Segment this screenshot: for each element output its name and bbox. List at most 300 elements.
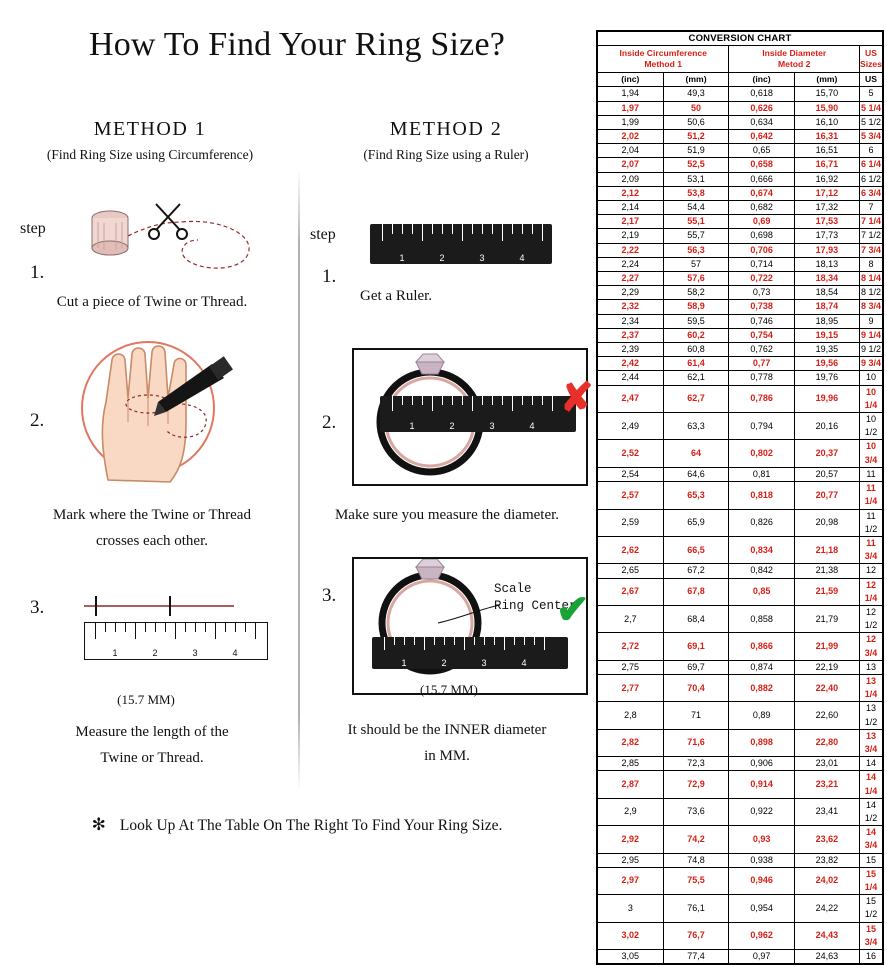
chart-group-header-diameter (729, 46, 860, 73)
method-2-step-3-caption-line1: It should be the INNER diameter (347, 722, 547, 738)
scale-label-line1: Scale (494, 582, 532, 596)
table-cell: 2,39 (598, 343, 664, 357)
table-cell: 2,42 (598, 357, 664, 371)
method-2-ruler-number: 2 (449, 421, 455, 431)
method-2-subheading: (Find Ring Size using a Ruler) (363, 147, 529, 162)
table-row (598, 729, 883, 756)
table-cell: 66,5 (663, 536, 729, 563)
table-cell: 72,9 (663, 771, 729, 798)
table-cell: 9 (859, 314, 882, 328)
chart-group-header-circumference (598, 46, 729, 73)
table-cell: 2,9 (598, 798, 664, 825)
table-cell: 2,12 (598, 186, 664, 200)
unit-header-inc-2: (inc) (729, 73, 794, 87)
table-cell: 9 1/4 (859, 328, 882, 342)
table-row (598, 328, 883, 342)
table-cell: 68,4 (663, 605, 729, 632)
conversion-table-body (598, 87, 883, 964)
table-cell: 0,898 (729, 729, 794, 756)
table-row (598, 605, 883, 632)
table-cell: 2,07 (598, 158, 664, 172)
table-cell: 6 1/2 (859, 172, 882, 186)
table-cell: 16 (859, 950, 882, 964)
table-cell: 10 (859, 371, 882, 385)
table-cell: 75,5 (663, 867, 729, 894)
table-cell: 2,82 (598, 729, 664, 756)
table-cell: 7 3/4 (859, 243, 882, 257)
table-row (598, 87, 883, 101)
table-cell: 11 1/4 (859, 482, 882, 509)
table-cell: 0,946 (729, 867, 794, 894)
method-1-step-1-number: 1. (30, 262, 45, 283)
table-cell: 76,1 (663, 895, 729, 922)
table-cell: 3 (598, 895, 664, 922)
method-2-ruler-number: 4 (529, 421, 535, 431)
footnote (0, 815, 594, 835)
footnote-text: Look Up At The Table On The Right To Find Your Ring Size. (119, 817, 503, 834)
table-cell: 0,618 (729, 87, 794, 101)
table-cell: 2,8 (598, 702, 664, 729)
twine-spool-illustration (78, 196, 288, 286)
table-cell: 23,62 (794, 826, 859, 853)
table-cell: 0,762 (729, 343, 794, 357)
method-2-step-1-caption: Get a Ruler. (360, 288, 433, 304)
table-row (598, 158, 883, 172)
table-cell: 10 1/2 (859, 413, 882, 440)
table-cell: 49,3 (663, 87, 729, 101)
table-cell: 2,54 (598, 467, 664, 481)
table-row (598, 413, 883, 440)
method-2-ruler (370, 224, 552, 264)
chart-title: CONVERSION CHART (598, 32, 883, 46)
table-cell: 76,7 (663, 922, 729, 949)
table-cell: 20,16 (794, 413, 859, 440)
table-cell: 18,34 (794, 272, 859, 286)
table-cell: 15 1/4 (859, 867, 882, 894)
table-cell: 0,722 (729, 272, 794, 286)
method-1-step-3-number: 3. (30, 597, 45, 618)
table-cell: 19,56 (794, 357, 859, 371)
table-cell: 0,626 (729, 101, 794, 115)
table-cell: 71,6 (663, 729, 729, 756)
table-cell: 0,818 (729, 482, 794, 509)
table-cell: 0,882 (729, 674, 794, 701)
table-cell: 11 (859, 467, 882, 481)
table-cell: 2,44 (598, 371, 664, 385)
table-row (598, 922, 883, 949)
table-row (598, 286, 883, 300)
table-cell: 0,81 (729, 467, 794, 481)
chart-unit-header-row (598, 73, 883, 87)
table-cell: 2,32 (598, 300, 664, 314)
table-cell: 22,80 (794, 729, 859, 756)
table-row (598, 186, 883, 200)
table-cell: 7 (859, 201, 882, 215)
table-cell: 0,65 (729, 144, 794, 158)
table-row (598, 674, 883, 701)
table-cell: 55,1 (663, 215, 729, 229)
table-cell: 0,634 (729, 115, 794, 129)
method-2-step-2-number: 2. (322, 412, 337, 433)
table-cell: 20,57 (794, 467, 859, 481)
table-row (598, 826, 883, 853)
table-cell: 16,51 (794, 144, 859, 158)
table-cell: 21,59 (794, 578, 859, 605)
table-cell: 24,63 (794, 950, 859, 964)
table-row (598, 757, 883, 771)
table-cell: 57,6 (663, 272, 729, 286)
table-cell: 77,4 (663, 950, 729, 964)
table-row (598, 482, 883, 509)
table-row (598, 509, 883, 536)
table-cell: 0,698 (729, 229, 794, 243)
table-row (598, 201, 883, 215)
method-1-step-2-caption-line2: crosses each other. (95, 533, 209, 549)
table-cell: 18,13 (794, 257, 859, 271)
method-2-step-1-number: 1. (322, 266, 337, 287)
table-cell: 0,842 (729, 564, 794, 578)
method-2-ruler-number: 3 (481, 658, 487, 668)
table-cell: 58,9 (663, 300, 729, 314)
table-cell: 12 1/2 (859, 605, 882, 632)
table-row (598, 578, 883, 605)
table-cell: 3,05 (598, 950, 664, 964)
table-cell: 2,37 (598, 328, 664, 342)
table-cell: 50 (663, 101, 729, 115)
table-cell: 23,01 (794, 757, 859, 771)
method-1-ruler (84, 622, 268, 660)
table-cell: 17,93 (794, 243, 859, 257)
table-cell: 2,49 (598, 413, 664, 440)
table-cell: 24,02 (794, 867, 859, 894)
table-cell: 6 (859, 144, 882, 158)
table-cell: 64,6 (663, 467, 729, 481)
table-cell: 0,93 (729, 826, 794, 853)
table-cell: 2,22 (598, 243, 664, 257)
table-cell: 2,02 (598, 130, 664, 144)
table-cell: 2,7 (598, 605, 664, 632)
table-cell: 24,22 (794, 895, 859, 922)
conversion-chart (596, 30, 884, 965)
cross-mark-icon: ✘ (560, 376, 594, 420)
method-2-ruler-number: 1 (399, 253, 405, 263)
table-cell: 53,8 (663, 186, 729, 200)
table-cell: 0,794 (729, 413, 794, 440)
table-cell: 54,4 (663, 201, 729, 215)
table-row (598, 564, 883, 578)
table-cell: 0,826 (729, 509, 794, 536)
table-cell: 13 3/4 (859, 729, 882, 756)
table-cell: 0,906 (729, 757, 794, 771)
method-2-step-3-caption-line2: in MM. (424, 748, 470, 764)
table-row (598, 371, 883, 385)
table-row (598, 172, 883, 186)
method-1-step-2-caption-line1: Mark where the Twine or Thread (53, 507, 251, 523)
table-cell: 12 3/4 (859, 633, 882, 660)
table-cell: 2,17 (598, 215, 664, 229)
table-row (598, 314, 883, 328)
table-cell: 2,87 (598, 771, 664, 798)
table-cell: 23,21 (794, 771, 859, 798)
table-cell: 69,7 (663, 660, 729, 674)
method-2-step-3-number: 3. (322, 585, 337, 606)
method-1-ruler-number: 4 (232, 648, 238, 658)
method-2-step-2-ruler (380, 396, 576, 432)
table-cell: 2,67 (598, 578, 664, 605)
unit-header-mm-2: (mm) (794, 73, 859, 87)
method-1-ruler-number: 3 (192, 648, 198, 658)
table-cell: 2,75 (598, 660, 664, 674)
method-1-step-1-caption: Cut a piece of Twine or Thread. (56, 294, 248, 310)
table-cell: 18,74 (794, 300, 859, 314)
table-cell: 13 1/4 (859, 674, 882, 701)
table-cell: 0,914 (729, 771, 794, 798)
table-row (598, 867, 883, 894)
unit-header-mm-1: (mm) (663, 73, 729, 87)
table-cell: 2,65 (598, 564, 664, 578)
group-sub: Method 1 (644, 59, 683, 70)
table-cell: 12 (859, 564, 882, 578)
method-2-heading: METHOD 2 (389, 118, 503, 140)
table-cell: 0,858 (729, 605, 794, 632)
table-cell: 10 3/4 (859, 440, 882, 467)
method-2-ruler-number: 1 (409, 421, 415, 431)
table-cell: 6 3/4 (859, 186, 882, 200)
table-cell: 1,94 (598, 87, 664, 101)
table-row (598, 771, 883, 798)
table-cell: 0,802 (729, 440, 794, 467)
table-cell: 0,778 (729, 371, 794, 385)
table-row (598, 115, 883, 129)
table-cell: 67,8 (663, 578, 729, 605)
table-cell: 0,714 (729, 257, 794, 271)
table-cell: 14 1/4 (859, 771, 882, 798)
table-row (598, 215, 883, 229)
table-cell: 21,79 (794, 605, 859, 632)
table-cell: 55,7 (663, 229, 729, 243)
table-cell: 23,82 (794, 853, 859, 867)
table-cell: 58,2 (663, 286, 729, 300)
table-cell: 8 1/2 (859, 286, 882, 300)
table-cell: 2,29 (598, 286, 664, 300)
method-1-column (4, 118, 296, 163)
table-cell: 19,96 (794, 385, 859, 412)
table-row (598, 243, 883, 257)
table-cell: 56,3 (663, 243, 729, 257)
table-cell: 2,47 (598, 385, 664, 412)
hand-illustration (62, 330, 274, 490)
method-1-step-3-caption-line1: Measure the length of the (75, 724, 229, 740)
table-cell: 17,53 (794, 215, 859, 229)
table-row (598, 467, 883, 481)
table-cell: 22,60 (794, 702, 859, 729)
table-cell: 0,834 (729, 536, 794, 563)
table-cell: 11 3/4 (859, 536, 882, 563)
table-cell: 3,02 (598, 922, 664, 949)
table-cell: 2,59 (598, 509, 664, 536)
table-cell: 62,1 (663, 371, 729, 385)
scale-label-line2: Ring Center (494, 598, 577, 613)
table-cell: 0,77 (729, 357, 794, 371)
table-cell: 74,8 (663, 853, 729, 867)
method-1-heading: METHOD 1 (93, 118, 207, 140)
table-cell: 72,3 (663, 757, 729, 771)
table-cell: 0,866 (729, 633, 794, 660)
page-title: How To Find Your Ring Size? (88, 26, 506, 63)
table-cell: 16,71 (794, 158, 859, 172)
group-sub: Metod 2 (778, 59, 811, 70)
table-cell: 50,6 (663, 115, 729, 129)
table-cell: 14 3/4 (859, 826, 882, 853)
table-cell: 24,43 (794, 922, 859, 949)
table-cell: 62,7 (663, 385, 729, 412)
table-cell: 2,72 (598, 633, 664, 660)
table-cell: 64 (663, 440, 729, 467)
method-1-subheading: (Find Ring Size using Circumference) (46, 147, 254, 162)
table-cell: 0,754 (729, 328, 794, 342)
table-cell: 2,52 (598, 440, 664, 467)
table-cell: 17,73 (794, 229, 859, 243)
table-row (598, 440, 883, 467)
table-cell: 15 (859, 853, 882, 867)
table-row (598, 357, 883, 371)
table-cell: 59,5 (663, 314, 729, 328)
table-cell: 19,35 (794, 343, 859, 357)
table-cell: 0,658 (729, 158, 794, 172)
method-1-measurement-label: (15.7 MM) (117, 692, 175, 707)
check-mark-icon: ✔ (556, 588, 590, 632)
table-cell: 9 1/2 (859, 343, 882, 357)
method-2-step-3-diagram (352, 557, 588, 695)
table-cell: 9 3/4 (859, 357, 882, 371)
table-cell: 2,95 (598, 853, 664, 867)
table-cell: 0,874 (729, 660, 794, 674)
table-cell: 8 3/4 (859, 300, 882, 314)
table-cell: 5 (859, 87, 882, 101)
table-row (598, 895, 883, 922)
table-cell: 53,1 (663, 172, 729, 186)
table-cell: 0,97 (729, 950, 794, 964)
table-cell: 51,9 (663, 144, 729, 158)
table-cell: 12 1/4 (859, 578, 882, 605)
table-cell: 0,938 (729, 853, 794, 867)
table-cell: 15 1/2 (859, 895, 882, 922)
table-cell: 65,3 (663, 482, 729, 509)
table-cell: 20,77 (794, 482, 859, 509)
table-cell: 18,95 (794, 314, 859, 328)
table-cell: 16,92 (794, 172, 859, 186)
table-cell: 0,962 (729, 922, 794, 949)
table-cell: 8 (859, 257, 882, 271)
table-row (598, 343, 883, 357)
method-1-ruler-number: 2 (152, 648, 158, 658)
table-row (598, 130, 883, 144)
table-cell: 16,31 (794, 130, 859, 144)
table-cell: 63,3 (663, 413, 729, 440)
table-cell: 69,1 (663, 633, 729, 660)
method-2-step-2-diagram (352, 348, 588, 486)
table-cell: 8 1/4 (859, 272, 882, 286)
table-cell: 2,14 (598, 201, 664, 215)
table-row (598, 144, 883, 158)
table-cell: 2,57 (598, 482, 664, 509)
table-cell: 2,34 (598, 314, 664, 328)
table-cell: 13 (859, 660, 882, 674)
table-cell: 10 1/4 (859, 385, 882, 412)
asterisk-icon: ✻ (91, 815, 106, 834)
method-2-ruler-number: 4 (521, 658, 527, 668)
table-cell: 0,69 (729, 215, 794, 229)
table-cell: 0,954 (729, 895, 794, 922)
table-row (598, 633, 883, 660)
table-cell: 22,40 (794, 674, 859, 701)
table-cell: 21,99 (794, 633, 859, 660)
table-cell: 18,54 (794, 286, 859, 300)
table-cell: 2,97 (598, 867, 664, 894)
table-cell: 5 1/4 (859, 101, 882, 115)
table-row (598, 300, 883, 314)
table-cell: 2,24 (598, 257, 664, 271)
table-cell: 5 3/4 (859, 130, 882, 144)
method-2-ruler-number: 3 (489, 421, 495, 431)
method-2-ruler-number: 2 (439, 253, 445, 263)
unit-header-us: US (859, 73, 882, 87)
table-cell: 0,786 (729, 385, 794, 412)
table-cell: 0,674 (729, 186, 794, 200)
table-cell: 7 1/4 (859, 215, 882, 229)
table-row (598, 101, 883, 115)
table-cell: 2,92 (598, 826, 664, 853)
table-cell: 0,89 (729, 702, 794, 729)
table-row (598, 272, 883, 286)
table-row (598, 229, 883, 243)
table-cell: 20,98 (794, 509, 859, 536)
table-cell: 21,18 (794, 536, 859, 563)
table-cell: 2,19 (598, 229, 664, 243)
method-2-ruler-number: 3 (479, 253, 485, 263)
table-cell: 0,85 (729, 578, 794, 605)
table-row (598, 536, 883, 563)
group-label: Inside Circumference (619, 48, 707, 59)
table-cell: 22,19 (794, 660, 859, 674)
conversion-table (597, 31, 883, 964)
table-cell: 21,38 (794, 564, 859, 578)
table-cell: 2,85 (598, 757, 664, 771)
table-cell: 70,4 (663, 674, 729, 701)
column-divider (298, 170, 300, 790)
method-2-ruler-number: 1 (401, 658, 407, 668)
table-row (598, 853, 883, 867)
table-cell: 0,922 (729, 798, 794, 825)
table-cell: 0,746 (729, 314, 794, 328)
method-1-step-3-caption-line2: Twine or Thread. (100, 750, 204, 766)
table-cell: 0,73 (729, 286, 794, 300)
table-cell: 14 1/2 (859, 798, 882, 825)
table-cell: 16,10 (794, 115, 859, 129)
table-cell: 2,27 (598, 272, 664, 286)
table-cell: 14 (859, 757, 882, 771)
table-cell: 2,77 (598, 674, 664, 701)
table-cell: 15,90 (794, 101, 859, 115)
table-cell: 2,09 (598, 172, 664, 186)
table-row (598, 702, 883, 729)
table-cell: 0,682 (729, 201, 794, 215)
table-cell: 15,70 (794, 87, 859, 101)
table-cell: 17,12 (794, 186, 859, 200)
table-row (598, 385, 883, 412)
method-1-ruler-number: 1 (112, 648, 118, 658)
table-row (598, 257, 883, 271)
